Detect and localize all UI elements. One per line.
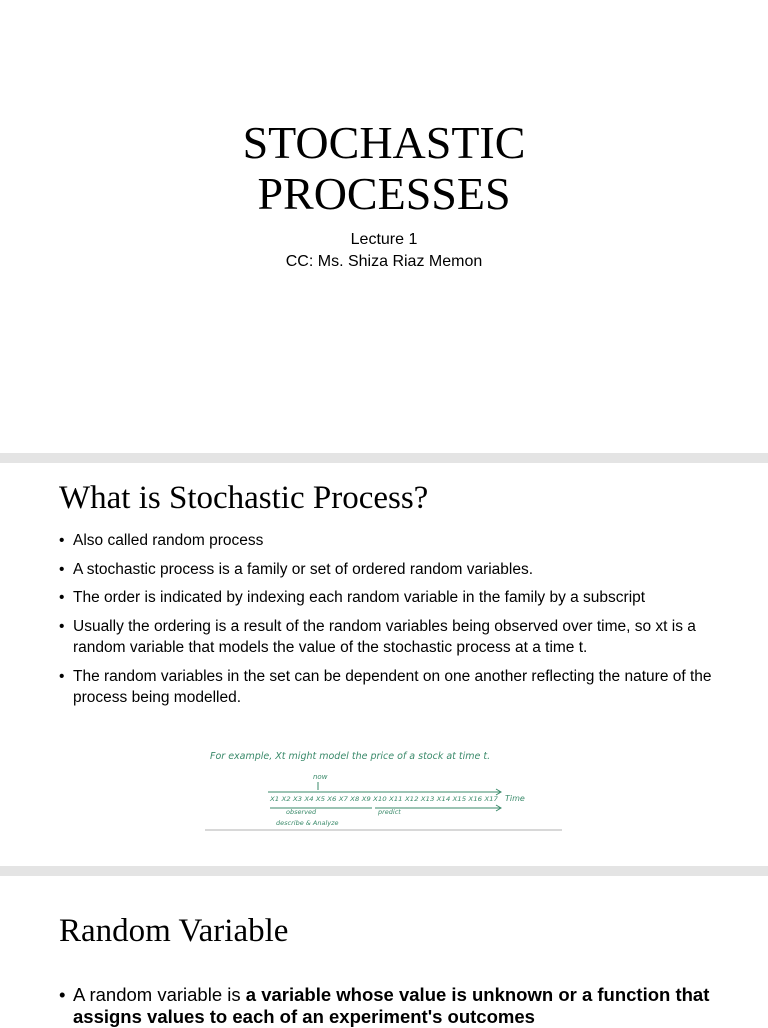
slide-title-line-1: STOCHASTIC [242, 117, 526, 168]
bullet-icon: • [59, 589, 65, 606]
slide-title-line-2: PROCESSES [257, 168, 511, 219]
bullet-text [59, 984, 759, 1028]
sketch-time-label: Time [505, 794, 525, 803]
bullet-item [59, 616, 719, 659]
bullet-icon: • [59, 532, 65, 549]
bullet-icon: • [59, 667, 65, 685]
sketch-predict-label: predict [378, 808, 401, 816]
lecture-label: Lecture 1 [350, 231, 418, 248]
bullet-text: The random variables in the set can be dependent on one another reflecting the nature of the process being modelled. [73, 667, 712, 706]
bullet-icon: • [59, 617, 65, 635]
instructor-label: CC: Ms. Shiza Riaz Memon [285, 253, 483, 270]
bullet-text-plain: A random variable is [73, 984, 246, 1005]
bullet-item [59, 984, 759, 1028]
sketch-caption: For example, Xt might model the price of a stock at time t. [210, 751, 491, 762]
bullet-item [59, 666, 719, 709]
title-slide [0, 0, 768, 453]
slide-title [0, 117, 768, 219]
random-variable-slide [0, 876, 768, 1027]
bullet-text-bold: a variable whose value is unknown or a function that assigns values to each of an experiment's outcomes [73, 984, 710, 1027]
bullet-icon: • [59, 984, 66, 1005]
slide-heading: Random Variable [59, 913, 289, 949]
sketch-now-label: now [313, 773, 328, 781]
sketch-axis-labels: X1 X2 X3 X4 X5 X6 X7 X8 X9 X10 X11 X12 X13 X14 X15 X16 X17 [268, 795, 499, 803]
bullet-text: A stochastic process is a family or set of ordered random variables. [73, 560, 534, 578]
bullet-text: The order is indicated by indexing each random variable in the family by a subscript [73, 589, 646, 606]
slide-heading: What is Stochastic Process? [59, 480, 429, 516]
bullet-item [59, 559, 719, 581]
bullet-item [59, 530, 719, 552]
sketch-observed-label: observed [286, 808, 317, 816]
sketch-describe-label: describe & Analyze [276, 819, 339, 827]
bullet-list [59, 530, 719, 716]
bullet-item [59, 587, 719, 609]
bullet-text: Also called random process [73, 532, 264, 549]
slide-separator [0, 453, 768, 463]
definition-slide [0, 463, 768, 866]
slide-separator [0, 866, 768, 876]
handwritten-timeline-sketch [200, 748, 566, 833]
slide-subtitle [0, 229, 768, 273]
bullet-text: Usually the ordering is a result of the random variables being observed over time, so xt is a random variable that models the value of the stochastic process at a time t. [73, 617, 696, 656]
bullet-icon: • [59, 560, 65, 578]
